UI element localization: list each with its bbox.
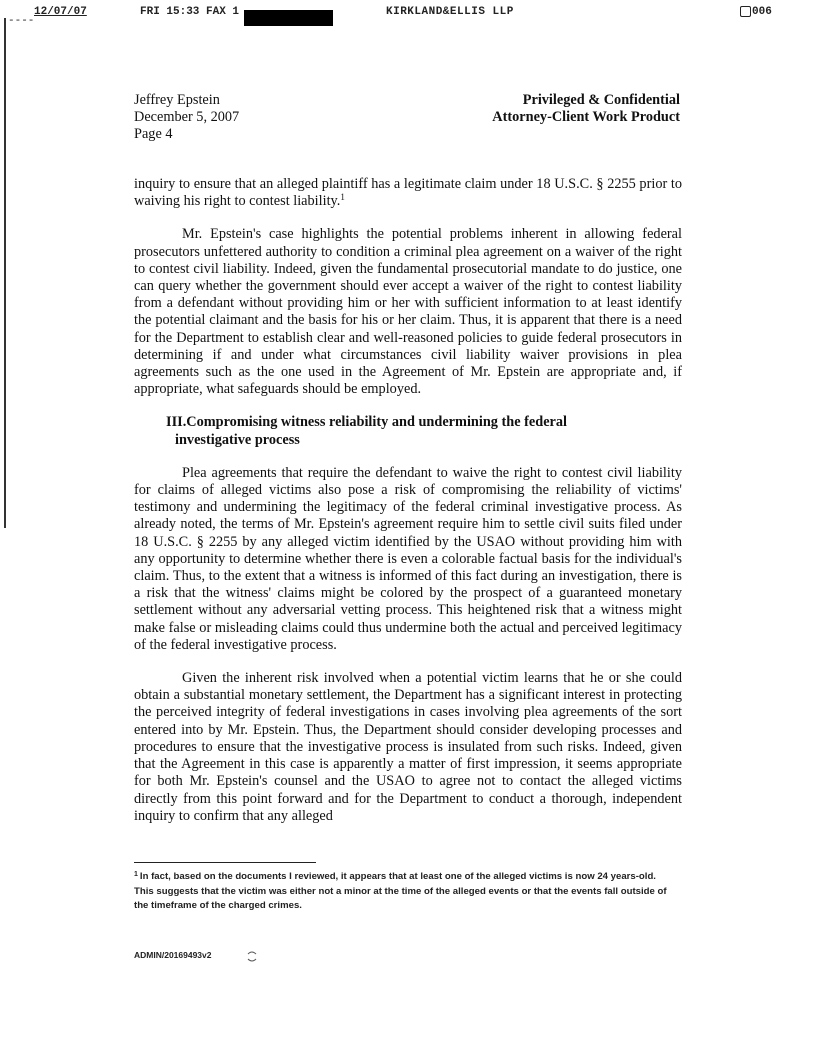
- section-title-line2: investigative process: [175, 431, 300, 448]
- memo-page: Page 4: [134, 126, 173, 142]
- work-product-label: Attorney-Client Work Product: [492, 109, 680, 125]
- footnote-mark: 1: [134, 871, 138, 878]
- fax-page-indicator: [740, 6, 772, 20]
- footnote-divider: [134, 862, 316, 863]
- fax-page-icon: [740, 6, 751, 17]
- privilege-label: Privileged & Confidential: [522, 92, 680, 108]
- document-id: ADMIN/20169493v2: [134, 950, 212, 960]
- section-title-line1: Compromising witness reliability and undermining the federal: [186, 414, 568, 431]
- paragraph-continuation-text: inquiry to ensure that an alleged plaintiff has a legitimate claim under 18 U.S.C. § 2255 prior to waiving his right to contest liability.: [134, 176, 682, 210]
- fax-header-dashes: ----: [8, 15, 35, 27]
- paragraph-witness-reliability: Plea agreements that require the defendant to waive the right to contest civil liability for claims of alleged victims also pose a risk of compromising the reliability of victims' testimony and undermining the legitimacy of the federal criminal investigative process. As already noted, the terms of Mr. Epstein's agreement require him to settle civil suits filed under 18 U.S.C. § 2255 by any alleged victim identified by the USAO without providing him with any opportunity to determine whether there is even a colorable factual basis for the individual's claim. Thus, to the extent that a witness is informed of this fact during an investigation, there is a risk that the witness' claims might be colored by the prospect of a guaranteed monetary settlement without any adversarial vetting process. This heightened risk that a witness might make false or misleading claims could thus undermine both the actual and perceived legitimacy of the federal investigative process.: [134, 464, 682, 653]
- fax-day-time: FRI 15:33 FAX 1: [140, 6, 240, 18]
- memo-recipient: Jeffrey Epstein: [134, 92, 220, 108]
- footnote-reference: 1: [340, 192, 345, 203]
- scan-artifact-icon: [246, 950, 258, 964]
- fax-margin-line: [4, 18, 6, 528]
- section-heading: [134, 414, 682, 448]
- footnote-text: In fact, based on the documents I reviewed, it appears that at least one of the alleged victims is now 24 years-old. This suggests that the victim was either not a minor at the time of the alleged events or that the events fall outside of the timeframe of the charged crimes.: [134, 871, 667, 911]
- memo-header-right: [492, 92, 680, 126]
- document-body: [134, 176, 682, 841]
- fax-firm-name: KIRKLAND&ELLIS LLP: [386, 6, 514, 18]
- memo-date: December 5, 2007: [134, 109, 240, 125]
- section-number: III.: [166, 414, 187, 431]
- fax-transmission-header: [0, 6, 816, 27]
- redaction-bar: [244, 10, 333, 26]
- fax-page-number: 006: [752, 6, 772, 18]
- paragraph-plea-waiver-problems: Mr. Epstein's case highlights the potential problems inherent in allowing federal prosecutors unfettered authority to condition a criminal plea agreement on a waiver of the right to contest civil liability. Indeed, given the fundamental prosecutorial mandate to do justice, one can query whether the government should ever accept a waiver of the right to contest liability from a defendant without providing him or her with sufficient information to at least identify the potential claimant and the basis for his or her claim. Thus, it is apparent that there is a need for the Department to establish clear and well-reasoned policies to guide federal prosecutors in determining if and under what circumstances civil liability waiver provisions in plea agreements such as the one used in the Agreement of Mr. Epstein are appropriate and, if appropriate, what safeguards should be employed.: [134, 226, 682, 398]
- fax-date: 12/07/07: [34, 6, 87, 18]
- memo-header-left: [134, 92, 239, 143]
- paragraph-continuation: [134, 176, 682, 210]
- paragraph-department-interest: Given the inherent risk involved when a potential victim learns that he or she could obtain a substantial monetary settlement, the Department has a significant interest in protecting the perceived integrity of federal investigations in cases involving plea agreements of the sort entered into by Mr. Epstein. Thus, the Department should consider developing processes and procedures to ensure that the investigative process is insulated from such risks. Indeed, given that the Agreement in this case is apparently a matter of first impression, it seems appropriate for both Mr. Epstein's counsel and the USAO to agree not to contact the alleged victims directly from this point forward and for the Department to conduct a thorough, independent inquiry to confirm that any alleged: [134, 670, 682, 824]
- footnote: [134, 868, 674, 914]
